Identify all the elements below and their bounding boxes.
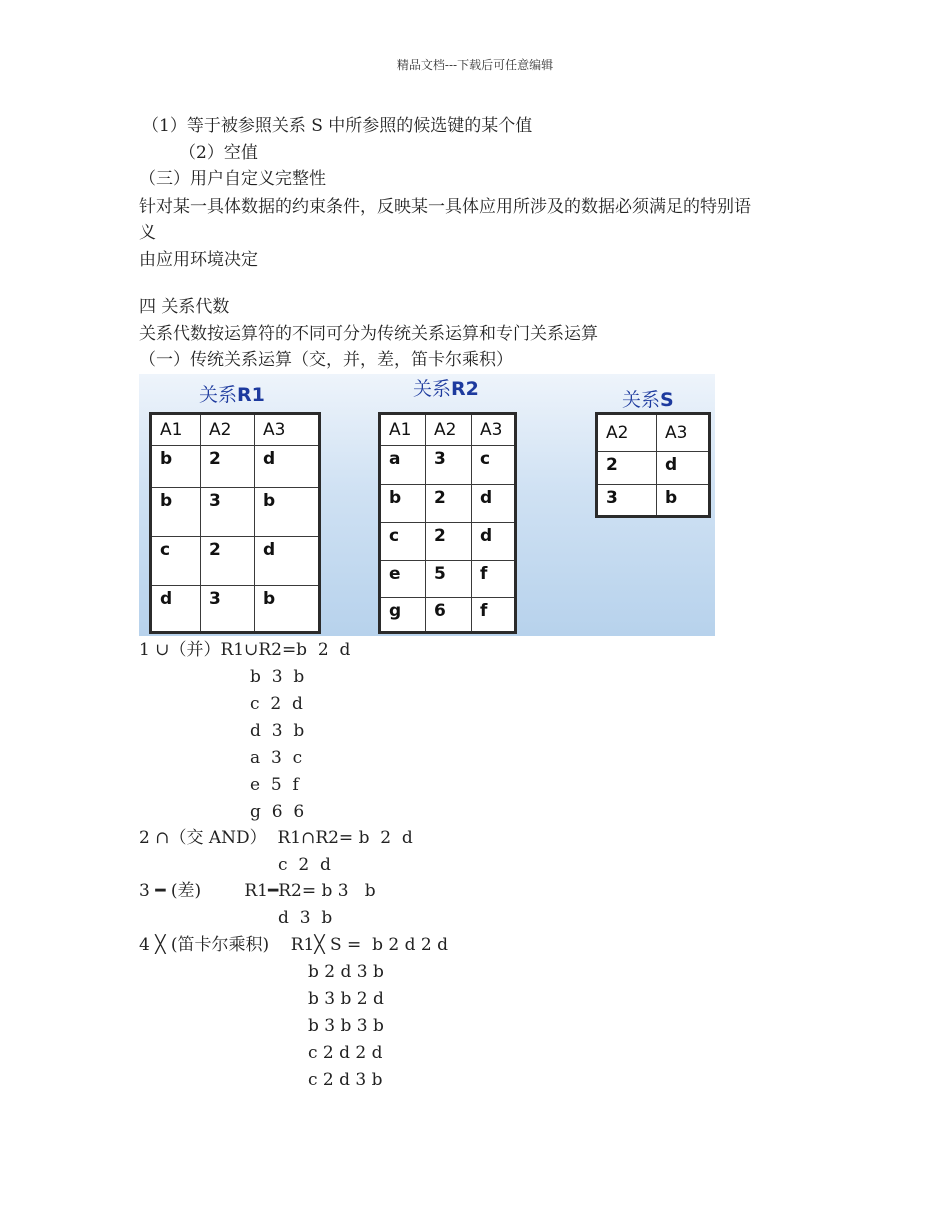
- table-cell: 3: [597, 485, 657, 517]
- table-row: [151, 537, 320, 586]
- table-cell: f: [472, 598, 516, 633]
- table-cell: d: [255, 446, 320, 488]
- operation-union: 1 ∪（并）R1∪R2=b 2 d: [139, 640, 351, 660]
- table-row: [151, 446, 320, 488]
- operation-difference: 3 ━ (差) R1━R2= b 3 b: [139, 881, 376, 901]
- text-line: （1）等于被参照关系 S 中所参照的候选键的某个值: [142, 116, 533, 136]
- table-cell: b: [657, 485, 710, 517]
- table-cell: g: [380, 598, 426, 633]
- table-cell: b: [255, 488, 320, 537]
- result-row: a 3 c: [250, 748, 303, 768]
- relation-r2-table: [378, 412, 517, 634]
- result-row: d 3 b: [278, 908, 333, 928]
- section-heading: 四 关系代数: [139, 297, 230, 317]
- table-cell: e: [380, 561, 426, 598]
- table-cell: 3: [201, 586, 255, 633]
- column-header: A3: [657, 414, 710, 452]
- column-header: A3: [255, 414, 320, 446]
- column-header: A3: [472, 414, 516, 446]
- result-row: c 2 d: [250, 694, 303, 714]
- table-cell: f: [472, 561, 516, 598]
- table-cell: b: [151, 446, 201, 488]
- text-line: 由应用环境决定: [139, 250, 258, 270]
- table-cell: 2: [597, 452, 657, 485]
- table-cell: 2: [426, 523, 472, 561]
- column-header: A1: [151, 414, 201, 446]
- text-line: （三）用户自定义完整性: [139, 169, 326, 189]
- relation-s-table: [595, 412, 711, 518]
- table-cell: d: [657, 452, 710, 485]
- column-header: A2: [426, 414, 472, 446]
- result-row: c 2 d 3 b: [308, 1070, 383, 1090]
- relation-r2-title: 关系R2: [413, 378, 479, 400]
- column-header: A2: [201, 414, 255, 446]
- result-row: b 2 d 3 b: [308, 962, 384, 982]
- table-cell: b: [380, 485, 426, 523]
- result-row: c 2 d 2 d: [308, 1043, 383, 1063]
- text-line: （一）传统关系运算（交，并，差，笛卡尔乘积）: [139, 350, 513, 370]
- table-row: [380, 485, 516, 523]
- table-cell: 3: [426, 446, 472, 485]
- table-row: [151, 488, 320, 537]
- relation-s-title: 关系S: [622, 389, 674, 411]
- table-header-row: [380, 414, 516, 446]
- operation-cartesian-product: 4 ╳ (笛卡尔乘积) R1╳ S = b 2 d 2 d: [139, 935, 448, 955]
- result-row: d 3 b: [250, 721, 305, 741]
- table-row: [151, 586, 320, 633]
- relation-r1-title: 关系R1: [199, 384, 265, 406]
- table-cell: b: [151, 488, 201, 537]
- table-cell: c: [380, 523, 426, 561]
- table-cell: d: [255, 537, 320, 586]
- table-cell: c: [151, 537, 201, 586]
- table-cell: d: [472, 523, 516, 561]
- table-cell: 3: [201, 488, 255, 537]
- result-row: c 2 d: [278, 855, 331, 875]
- table-cell: 2: [426, 485, 472, 523]
- result-row: b 3 b: [250, 667, 305, 687]
- operation-intersection: 2 ∩（交 AND） R1∩R2= b 2 d: [139, 828, 413, 848]
- table-cell: d: [151, 586, 201, 633]
- table-cell: a: [380, 446, 426, 485]
- table-row: [380, 561, 516, 598]
- table-row: [380, 598, 516, 633]
- text-line: 关系代数按运算符的不同可分为传统关系运算和专门关系运算: [139, 324, 598, 344]
- table-row: [380, 446, 516, 485]
- result-row: g 6 6: [250, 802, 305, 822]
- table-row: [380, 523, 516, 561]
- relation-r1-table: [149, 412, 321, 634]
- table-cell: 2: [201, 537, 255, 586]
- table-row: [597, 485, 710, 517]
- table-cell: 5: [426, 561, 472, 598]
- text-line: 义: [139, 223, 156, 243]
- table-cell: c: [472, 446, 516, 485]
- column-header: A2: [597, 414, 657, 452]
- table-cell: b: [255, 586, 320, 633]
- relations-figure: [139, 374, 715, 636]
- column-header: A1: [380, 414, 426, 446]
- table-header-row: [151, 414, 320, 446]
- table-cell: 6: [426, 598, 472, 633]
- table-cell: d: [472, 485, 516, 523]
- result-row: b 3 b 2 d: [308, 989, 384, 1009]
- text-line: 针对某一具体数据的约束条件，反映某一具体应用所涉及的数据必须满足的特别语: [139, 197, 751, 217]
- result-row: b 3 b 3 b: [308, 1016, 384, 1036]
- table-header-row: [597, 414, 710, 452]
- page-header: 精品文档---下载后可任意编辑: [396, 58, 554, 72]
- text-line: （2）空值: [179, 143, 258, 163]
- table-row: [597, 452, 710, 485]
- table-cell: 2: [201, 446, 255, 488]
- result-row: e 5 f: [250, 775, 299, 795]
